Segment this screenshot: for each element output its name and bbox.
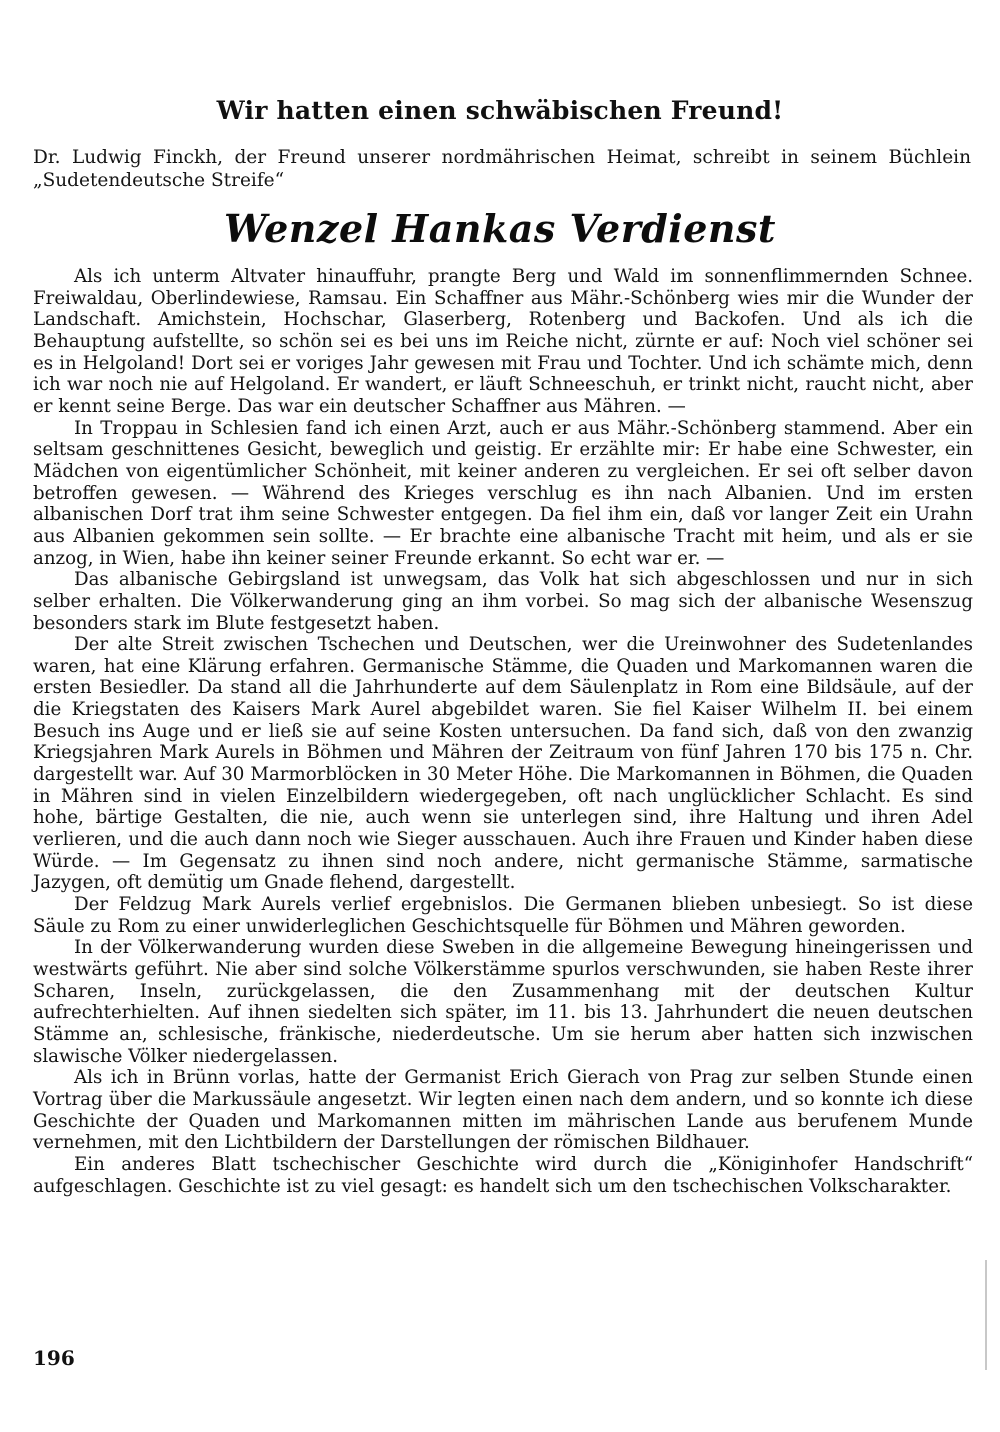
paragraph: In der Völkerwanderung wurden diese Sweben in die allgemeine Bewegung hineingerissen und westwärts geführt. Nie aber sind solche Völkerstämme spurlos verschwunden, sie haben Reste ihrer Scharen, Inseln, zurückgelassen, die den Zusammenhang mit der deutschen Kultur aufrechterhielten. Auf ihnen siedelten sich später, im 11. bis 13. Jahrhundert die neuen deutschen Stämme an, schlesische, fränkische, niederdeutsche. Um sie herum aber hatten sich inzwischen slawische Völker niedergelassen. xyxy=(33,937,973,1067)
section-heading: Wir hatten einen schwäbischen Freund! xyxy=(216,96,784,125)
paragraph: Das albanische Gebirgsland ist unwegsam, das Volk hat sich abgeschlossen und nur in sich selber erhalten. Die Völkerwanderung ging an ihm vorbei. So mag sich der albanische Wesenszug besonders stark im Blute festgesetzt haben. xyxy=(33,569,973,634)
paragraph: Als ich in Brünn vorlas, hatte der Germanist Erich Gierach von Prag zur selben Stunde einen Vortrag über die Markussäule angesetzt. Wir legten einen nach dem andern, und so konnte ich diese Geschichte der Quaden und Markomannen mitten im mährischen Lande aus berufenem Munde vernehmen, mit den Lichtbildern der Darstellungen der römischen Bildhauer. xyxy=(33,1067,973,1154)
paragraph: Der Feldzug Mark Aurels verlief ergebnislos. Die Germanen blieben unbesiegt. So ist diese Säule zu Rom zu einer unwiderleglichen Geschichtsquelle für Böhmen und Mähren geworden. xyxy=(33,894,973,937)
paragraph: Ein anderes Blatt tschechischer Geschichte wird durch die „Königinhofer Handschrift“ aufgeschlagen. Geschichte ist zu viel gesagt: es handelt sich um den tschechischen Volkscharakter. xyxy=(33,1153,973,1197)
intro-text: Dr. Ludwig Finckh, der Freund unserer nordmährischen Heimat, schreibt in seinem Büchlein „Sudetendeutsche Streife“ xyxy=(33,147,971,191)
paragraph: Als ich unterm Altvater hinauffuhr, prangte Berg und Wald im sonnenflimmernden Schnee. Freiwaldau, Oberlindewiese, Ramsau. Ein Schaffner aus Mähr.-Schönberg wies mir die Wunder der Landschaft. Amichstein, Hochschar, Glaserberg, Rotenberg und Backofen. Und als ich die Behauptung aufstellte, so schön sei es bei uns im Reiche nicht, zürnte er auf: Noch viel schöner sei es in Helgoland! Dort sei er voriges Jahr gewesen mit Frau und Tochter. Und ich schämte mich, denn ich war noch nie auf Helgoland. Er wandert, er läuft Schneeschuh, er trinkt nicht, raucht nicht, aber er kennt seine Berge. Das war ein deutscher Schaffner aus Mähren. — xyxy=(33,266,973,417)
article-title: Wenzel Hankas Verdienst xyxy=(224,206,776,251)
page-number: 196 xyxy=(33,1346,75,1370)
scan-edge-mark xyxy=(985,1260,987,1370)
article-body xyxy=(33,266,973,1197)
paragraph: Der alte Streit zwischen Tschechen und Deutschen, wer die Ureinwohner des Sudetenlandes waren, hat eine Klärung erfahren. Germanische Stämme, die Quaden und Markomannen waren die ersten Besiedler. Da stand all die Jahrhunderte auf dem Säulenplatz in Rom eine Bildsäule, auf der die Kriegstaten des Kaisers Mark Aurel abgebildet waren. Sie fiel Kaiser Wilhelm II. bei einem Besuch ins Auge und er ließ sie auf seine Kosten untersuchen. Da fand sich, daß von den zwanzig Kriegsjahren Mark Aurels in Böhmen und Mähren der Zeitraum von fünf Jahren 170 bis 175 n. Chr. dargestellt war. Auf 30 Marmorblöcken in 30 Meter Höhe. Die Markomannen in Böhmen, die Quaden in Mähren sind in vielen Einzelbildern wiedergegeben, oft nach unglücklicher Schlacht. Es sind hohe, bärtige Gestalten, die nie, auch wenn sie unterlegen sind, ihre Haltung und ihren Adel verlieren, und die auch dann noch wie Sieger ausschauen. Auch ihre Frauen und Kinder haben diese Würde. — Im Gegensatz zu ihnen sind noch andere, nicht germanische Stämme, sarmatische Jazygen, oft demütig um Gnade flehend, dargestellt. xyxy=(33,634,973,894)
paragraph: In Troppau in Schlesien fand ich einen Arzt, auch er aus Mähr.-Schönberg stammend. Aber ein seltsam geschnittenes Gesicht, beweglich und geistig. Er erzählte mir: Er habe eine Schwester, ein Mädchen von eigentümlicher Schönheit, mit keiner anderen zu vergleichen. Er sei oft selber davon betroffen gewesen. — Während des Krieges verschlug es ihn nach Albanien. Und im ersten albanischen Dorf trat ihm seine Schwester entgegen. Da fiel ihm ein, daß vor langer Zeit ein Urahn aus Albanien gekommen sein sollte. — Er brachte eine albanische Tracht mit heim, und als er sie anzog, in Wien, habe ihn keiner seiner Freunde erkannt. So echt war er. — xyxy=(33,417,973,569)
